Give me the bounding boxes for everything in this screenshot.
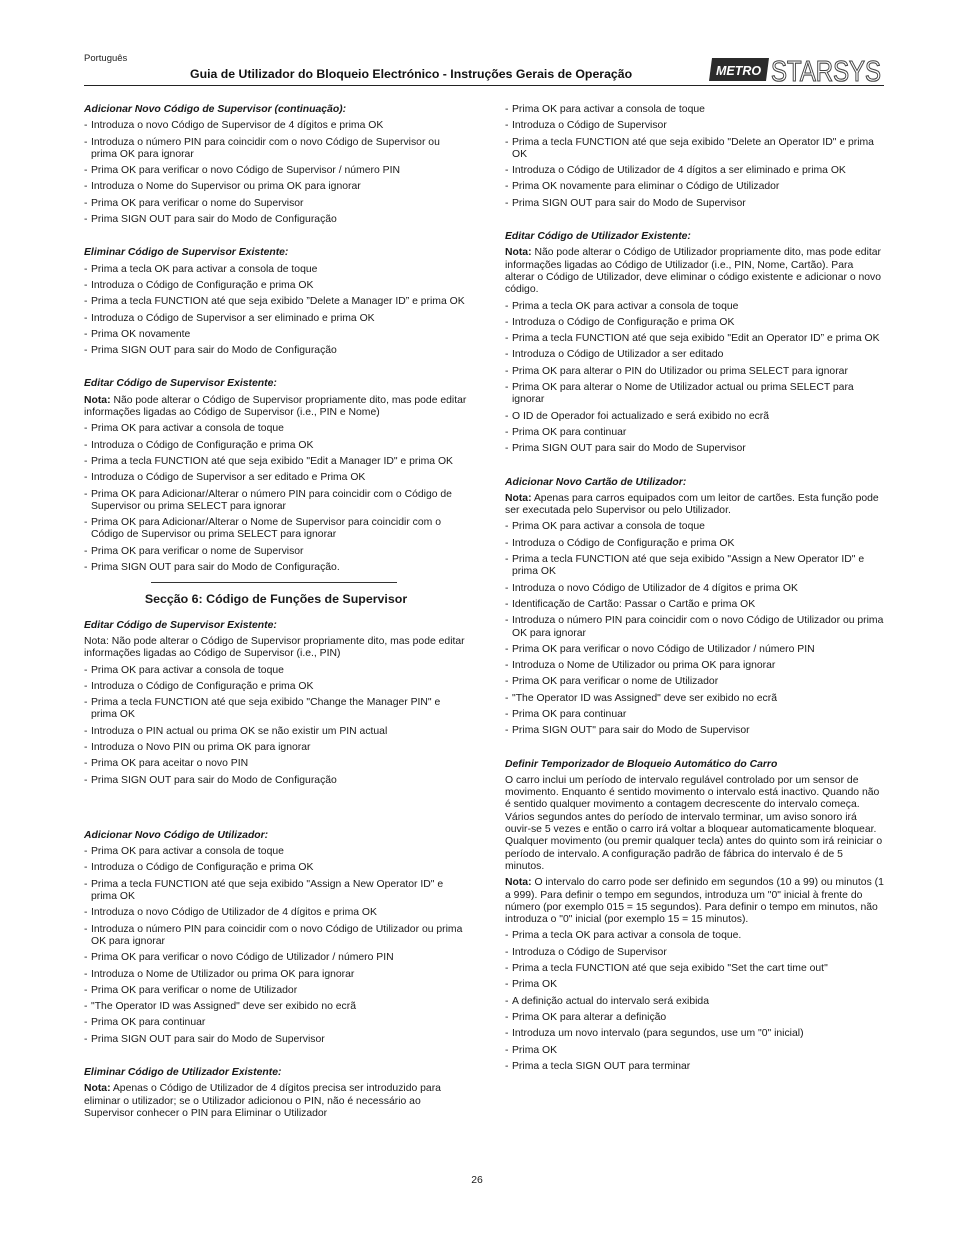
note-label: Nota: — [505, 247, 532, 259]
section-title: Adicionar Novo Código de Utilizador: — [84, 829, 269, 841]
list-item: - Introduza o Nome do Supervisor ou prima OK para ignorar — [84, 181, 468, 193]
list-item: - Introduza o Código de Configuração e prima OK — [84, 862, 468, 874]
list-item: - Identificação de Cartão: Passar o Cartão e prima OK — [505, 599, 885, 611]
list-item: - Prima a tecla FUNCTION até que seja exibido "Assign a New Operator ID" e prima OK — [505, 554, 885, 579]
list-item: - Prima OK para verificar o nome de Utilizador — [505, 676, 885, 688]
list-item: - Introduza o Código de Configuração e prima OK — [505, 317, 885, 329]
section-6-heading: Secção 6: Código de Funções de Supervisor — [144, 592, 408, 607]
list-item: - Prima OK — [505, 1045, 885, 1057]
list-item: - Introduza o Código de Supervisor a ser editado e Prima OK — [84, 472, 468, 484]
metro-starsys-logo — [709, 55, 885, 87]
list-item: - Prima a tecla FUNCTION até que seja exibido "Change the Manager PIN" e prima OK — [84, 697, 468, 722]
note-text: O intervalo do carro pode ser definido em segundos (10 a 99) ou minutos (1 a 999). Para definir o tempo em segundos, introduza um "0" inicial à frente do número (por exemplo 015 = 15 segundos). Para definir o tempo em minutos, não introduza o "0" inicial (por exemplo 15 = 15 minutos). — [505, 877, 884, 926]
step-list — [84, 423, 468, 574]
list-item: - "The Operator ID was Assigned" deve ser exibido no ecrã — [505, 693, 885, 705]
section-title: Editar Código de Utilizador Existente: — [505, 231, 691, 243]
list-item: - Prima OK para verificar o nome do Supervisor — [84, 198, 468, 210]
list-item: - Introduza o Código de Configuração e prima OK — [505, 538, 885, 550]
list-item: - Introduza o novo Código de Utilizador de 4 dígitos e prima OK — [84, 907, 468, 919]
note-label: Nota: — [84, 394, 111, 406]
note-paragraph — [505, 877, 885, 926]
list-item: - Introduza o Nome de Utilizador ou prima OK para ignorar — [505, 660, 885, 672]
list-item: - Introduza o Código de Configuração e prima OK — [84, 280, 468, 292]
note-paragraph — [505, 247, 885, 296]
note-text: Apenas o Código de Utilizador de 4 dígitos precisa ser introduzido para eliminar o utilizador; se o Utilizador adicionou o PIN, não é necessário ao Supervisor conhecer o PIN para Eliminar o Utilizador — [84, 1083, 441, 1119]
note-label: Nota: — [505, 492, 532, 504]
list-item: - Prima OK para activar a consola de toque — [84, 423, 468, 435]
section-cart-timeout — [505, 759, 885, 1074]
step-list — [505, 104, 885, 210]
list-item: - Introduza o número PIN para coincidir com o novo Código de Utilizador ou prima OK para ignorar — [505, 615, 885, 640]
list-item: - Prima SIGN OUT para sair do Modo de Configuração — [84, 345, 468, 357]
list-item: - Prima OK para alterar o PIN do Utilizador ou prima SELECT para ignorar — [505, 366, 885, 378]
list-item: - Prima a tecla FUNCTION até que seja exibido "Delete an Operator ID" e prima OK — [505, 137, 885, 162]
list-item: - Prima a tecla FUNCTION até que seja exibido "Edit a Manager ID" e prima OK — [84, 456, 468, 468]
section-title: Eliminar Código de Utilizador Existente: — [84, 1067, 282, 1079]
list-item: - Prima OK para verificar o nome de Utilizador — [84, 985, 468, 997]
header-rule — [84, 85, 884, 86]
section-delete-supervisor — [84, 247, 468, 357]
document-title: Guia de Utilizador do Bloqueio Electrónico - Instruções Gerais de Operação — [190, 67, 633, 81]
list-item: - Prima OK para activar a consola de toque — [84, 665, 468, 677]
logo-graphic — [709, 55, 885, 87]
list-item: - Prima a tecla FUNCTION até que seja exibido ”Delete a Manager ID” e prima OK — [84, 296, 468, 308]
list-item: - Introduza o PIN actual ou prima OK se não existir um PIN actual — [84, 726, 468, 738]
step-list — [84, 665, 468, 787]
list-item: - Prima OK novamente — [84, 329, 468, 341]
list-item: - Introduza o Novo PIN ou prima OK para ignorar — [84, 742, 468, 754]
list-item: - Introduza o novo Código de Supervisor de 4 dígitos e prima OK — [84, 120, 468, 132]
list-item: - Prima OK para Adicionar/Alterar o Nome de Supervisor para coincidir com o Código de Supervisor ou prima SELECT para ignorar — [84, 517, 468, 542]
spacer — [84, 808, 468, 830]
list-item: - Prima OK para continuar — [505, 427, 885, 439]
list-item: - Prima OK para aceitar o novo PIN — [84, 758, 468, 770]
left-column — [84, 104, 468, 1124]
list-item: - Prima OK — [505, 979, 885, 991]
note-paragraph — [84, 395, 468, 420]
step-list — [505, 930, 885, 1073]
list-item: - Prima OK para continuar — [84, 1017, 468, 1029]
note-text: Não pode alterar o Código de Utilizador propriamente dito, mas pode editar informações ligadas ao Código de Utilizador (i.e., PIN, Nome, Cartão). Para alterar o Código de Utilizador, deve eliminar o código existente e adicionar o novo código. — [505, 247, 882, 296]
list-item: - Prima SIGN OUT para sair do Modo de Configuração — [84, 775, 468, 787]
list-item: - Prima OK para verificar o nome de Supervisor — [84, 546, 468, 558]
step-list — [84, 120, 468, 226]
list-item: - Prima a tecla OK para activar a consola de toque. — [505, 930, 885, 942]
note-label: Nota: — [505, 877, 532, 889]
section-title: Definir Temporizador de Bloqueio Automático do Carro — [505, 758, 778, 770]
list-item: - Prima a tecla FUNCTION até que seja exibido "Edit an Operator ID” e prima OK — [505, 333, 885, 345]
list-item: - O ID de Operador foi actualizado e será exibido no ecrã — [505, 411, 885, 423]
list-item: - Prima SIGN OUT para sair do Modo de Supervisor — [505, 443, 885, 455]
list-item: - Introduza o Código de Configuração e prima OK — [84, 681, 468, 693]
list-item: - Prima SIGN OUT para sair do Modo de Supervisor — [84, 1034, 468, 1046]
list-item: - Prima OK para activar a consola de toque — [84, 846, 468, 858]
step-list — [84, 264, 468, 358]
section-add-supervisor-cont — [84, 104, 468, 226]
section-title: Eliminar Código de Supervisor Existente: — [84, 247, 289, 259]
list-item: - Prima OK para continuar — [505, 709, 885, 721]
list-item: - Introduza o número PIN para coincidir com o novo Código de Utilizador ou prima OK para ignorar — [84, 924, 468, 949]
list-item: - Prima SIGN OUT para sair do Modo de Configuração — [84, 214, 468, 226]
section-edit-supervisor — [84, 378, 468, 574]
note-paragraph — [84, 1083, 468, 1120]
section-edit-supervisor-pin — [84, 620, 468, 787]
page-number: 26 — [471, 1175, 483, 1186]
note-label: Nota: — [84, 1083, 111, 1095]
right-column — [505, 104, 885, 1077]
list-item: - Prima OK para verificar o novo Código de Supervisor / número PIN — [84, 165, 468, 177]
list-item: - Prima a tecla SIGN OUT para terminar — [505, 1061, 885, 1073]
section-delete-operator — [84, 1067, 468, 1120]
body-paragraph: O carro inclui um período de intervalo regulável controlado por um sensor de movimento. Enquanto é sentido movimento o intervalo está inactivo. Quando não é sentido qualquer movimento a contagem decrescente do intervalo começa. Vários segundos antes do período de intervalo terminar, um aviso sonoro irá ouvir-se 5 vezes e então o carro irá voltar a bloquear automaticamente bloquear. Qualquer movimento (ou premir qualquer tecla) antes do quinto som irá reiniciar o período de intervalo. A configuração padrão de fábrica do intervalo é de 5 minutos. — [505, 774, 883, 872]
section-edit-operator — [505, 231, 885, 455]
step-list — [505, 301, 885, 456]
language-label: Português — [84, 53, 128, 64]
list-item: - Introduza um novo intervalo (para segundos, use um "0" inicial) — [505, 1028, 885, 1040]
list-item: - Prima a tecla FUNCTION até que seja exibido "Set the cart time out" — [505, 963, 885, 975]
list-item: - Introduza o Código de Supervisor a ser eliminado e prima OK — [84, 313, 468, 325]
list-item: - Introduza o Código de Utilizador a ser editado — [505, 349, 885, 361]
list-item: - Prima OK para alterar a definição — [505, 1012, 885, 1024]
note-text: Não pode alterar o Código de Supervisor propriamente dito, mas pode editar informações ligadas ao Código de Supervisor (i.e., PIN e Nome) — [84, 394, 467, 419]
list-item: - Prima OK para alterar o Nome de Utilizador actual ou prima SELECT para ignorar — [505, 382, 885, 407]
list-item: - A definição actual do intervalo será exibida — [505, 996, 885, 1008]
list-item: - Prima OK para activar a consola de toque — [505, 521, 885, 533]
list-item: - Introduza o número PIN para coincidir com o novo Código de Supervisor ou prima OK para ignorar — [84, 137, 468, 162]
logo-metro-text: METRO — [716, 64, 762, 78]
list-item: - Prima a tecla OK para activar a consola de toque — [505, 301, 885, 313]
list-item: - Prima OK para verificar o novo Código de Utilizador / número PIN — [505, 644, 885, 656]
note-paragraph: Nota: Não pode alterar o Código de Supervisor propriamente dito, mas pode editar informações ligadas ao Código de Supervisor (i.e., PIN) — [84, 635, 465, 660]
section-delete-operator-cont — [505, 104, 885, 210]
step-list — [505, 521, 885, 737]
list-item: - Prima OK para activar a consola de toque — [505, 104, 885, 116]
section-title: Adicionar Novo Código de Supervisor (continuação): — [84, 104, 347, 115]
logo-starsys-text: STARSYS — [771, 56, 881, 88]
section-add-operator-card — [505, 477, 885, 738]
list-item: - Prima OK novamente para eliminar o Código de Utilizador — [505, 181, 885, 193]
list-item: - Prima OK para Adicionar/Alterar o número PIN para coincidir com o Código de Supervisor ou prima SELECT para ignorar — [84, 489, 468, 514]
list-item: - Prima a tecla OK para activar a consola de toque — [84, 264, 468, 276]
list-item: - Introduza o novo Código de Utilizador de 4 dígitos e prima OK — [505, 583, 885, 595]
list-item: - Introduza o Código de Configuração e prima OK — [84, 440, 468, 452]
list-item: - Prima SIGN OUT" para sair do Modo de Supervisor — [505, 725, 885, 737]
list-item: - Prima a tecla FUNCTION até que seja exibido "Assign a New Operator ID" e prima OK — [84, 879, 468, 904]
list-item: - Prima SIGN OUT para sair do Modo de Configuração. — [84, 562, 468, 574]
note-text: Apenas para carros equipados com um leitor de cartões. Esta função pode ser executada pelo Supervisor ou pelo Utilizador. — [505, 492, 879, 517]
list-item: - Introduza o Código de Supervisor — [505, 120, 885, 132]
section-title: Editar Código de Supervisor Existente: — [84, 619, 277, 631]
section-title: Editar Código de Supervisor Existente: — [84, 378, 277, 390]
list-item: - Introduza o Código de Supervisor — [505, 947, 885, 959]
section-add-operator — [84, 830, 468, 1046]
list-item: - Prima OK para verificar o novo Código de Utilizador / número PIN — [84, 952, 468, 964]
section-title: Adicionar Novo Cartão de Utilizador: — [505, 476, 687, 488]
step-list — [84, 846, 468, 1046]
section-divider — [151, 582, 397, 583]
list-item: - Introduza o Nome de Utilizador ou prima OK para ignorar — [84, 969, 468, 981]
list-item: - Prima SIGN OUT para sair do Modo de Supervisor — [505, 198, 885, 210]
list-item: - "The Operator ID was Assigned" deve ser exibido no ecrã — [84, 1001, 468, 1013]
list-item: - Introduza o Código de Utilizador de 4 dígitos a ser eliminado e prima OK — [505, 165, 885, 177]
note-paragraph — [505, 493, 885, 518]
